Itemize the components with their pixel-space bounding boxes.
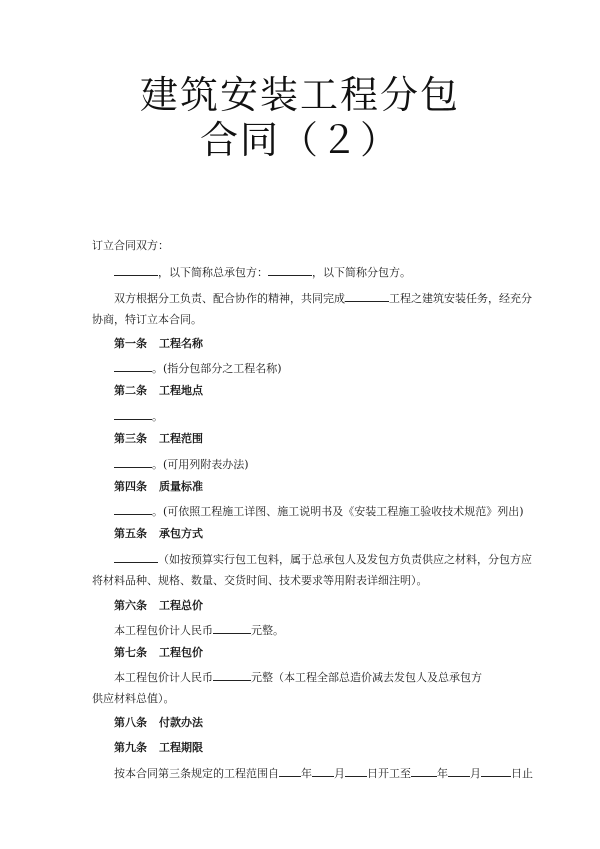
contract-mode-blank xyxy=(114,551,158,563)
article-5-continuation: 将材料品种、规格、数量、交货时间、技术要求等用附表详细注明）。 xyxy=(92,574,428,587)
party-after-first: ，以下简称总承包方： xyxy=(158,266,268,279)
article-number: 第四条 xyxy=(114,480,147,493)
start-day-blank xyxy=(345,765,367,777)
year-label: 年 xyxy=(301,767,312,780)
article-title: 承包方式 xyxy=(159,527,203,540)
subcontractor-blank xyxy=(268,264,312,276)
article-9-text-a: 按本合同第三条规定的工程范围自 xyxy=(114,767,279,780)
project-name-blank xyxy=(114,360,152,372)
project-location-blank xyxy=(114,408,152,420)
article-number: 第一条 xyxy=(114,337,147,350)
month-label: 月 xyxy=(470,767,481,780)
month-label: 月 xyxy=(334,767,345,780)
project-blank xyxy=(345,290,389,302)
contractor-blank xyxy=(114,264,158,276)
article-6-text-b: 元整。 xyxy=(251,624,284,637)
article-1-body xyxy=(114,360,282,376)
parties-line xyxy=(114,264,411,280)
article-4-body xyxy=(114,503,524,519)
start-year-blank xyxy=(279,765,301,777)
article-1-text: 。(指分包部分之工程名称) xyxy=(152,362,282,375)
article-3-body xyxy=(114,456,249,472)
document-title-line-1: 建筑安装工程分包 xyxy=(139,73,460,117)
article-5-heading xyxy=(114,527,203,541)
document-title-line-2: 合同（２） xyxy=(199,118,400,162)
article-title: 工程地点 xyxy=(159,384,203,397)
article-2-text: 。 xyxy=(152,410,163,423)
purpose-continuation: 协商，特订立本合同。 xyxy=(92,313,202,326)
contract-price-blank xyxy=(213,669,251,681)
article-number: 第五条 xyxy=(114,527,147,540)
article-4-heading xyxy=(114,480,203,494)
article-9-body xyxy=(114,765,533,781)
article-9-heading xyxy=(114,741,203,755)
year-label: 年 xyxy=(437,767,448,780)
article-8-heading xyxy=(114,716,203,730)
quality-standard-blank xyxy=(114,503,152,515)
end-year-blank xyxy=(411,765,437,777)
start-month-blank xyxy=(312,765,334,777)
article-title: 工程名称 xyxy=(159,337,203,350)
end-day-blank xyxy=(481,765,511,777)
end-label: 日止 xyxy=(511,767,533,780)
purpose-line xyxy=(114,290,532,306)
article-number: 第六条 xyxy=(114,599,147,612)
article-6-text-a: 本工程包价计人民币 xyxy=(114,624,213,637)
article-3-heading xyxy=(114,432,203,446)
article-number: 第二条 xyxy=(114,384,147,397)
article-title: 质量标准 xyxy=(159,480,203,493)
total-price-blank xyxy=(213,622,251,634)
article-6-heading xyxy=(114,599,203,613)
article-number: 第三条 xyxy=(114,432,147,445)
article-5-body xyxy=(114,551,532,567)
article-7-continuation: 供应材料总值）。 xyxy=(92,692,175,705)
article-2-heading xyxy=(114,384,203,398)
purpose-text-b: 工程之建筑安装任务，经充分 xyxy=(389,292,532,305)
party-after-second: ，以下简称分包方。 xyxy=(312,266,411,279)
article-title: 工程期限 xyxy=(159,741,203,754)
article-2-body xyxy=(114,408,163,424)
parties-label: 订立合同双方： xyxy=(92,239,169,252)
article-7-heading xyxy=(114,646,203,660)
article-number: 第八条 xyxy=(114,716,147,729)
start-label: 日开工至 xyxy=(367,767,411,780)
article-3-text: 。(可用列附表办法) xyxy=(152,458,249,471)
article-number: 第七条 xyxy=(114,646,147,659)
article-title: 工程包价 xyxy=(159,646,203,659)
article-4-text: 。(可依照工程施工详图、施工说明书及《安装工程施工验收技术规范》列出) xyxy=(152,505,524,518)
article-title: 工程范围 xyxy=(159,432,203,445)
article-1-heading xyxy=(114,337,203,351)
article-number: 第九条 xyxy=(114,741,147,754)
project-scope-blank xyxy=(114,456,152,468)
article-5-text-a: （如按预算实行包工包料，属于总承包人及发包方负责供应之材料，分包方应 xyxy=(158,553,532,566)
purpose-text-a: 双方根据分工负责、配合协作的精神，共同完成 xyxy=(114,292,345,305)
article-7-text-a: 本工程包价计人民币 xyxy=(114,671,213,684)
article-title: 工程总价 xyxy=(159,599,203,612)
article-title: 付款办法 xyxy=(159,716,203,729)
article-7-body xyxy=(114,669,482,685)
article-6-body xyxy=(114,622,284,638)
end-month-blank xyxy=(448,765,470,777)
article-7-text-b: 元整（本工程全部总造价减去发包人及总承包方 xyxy=(251,671,482,684)
